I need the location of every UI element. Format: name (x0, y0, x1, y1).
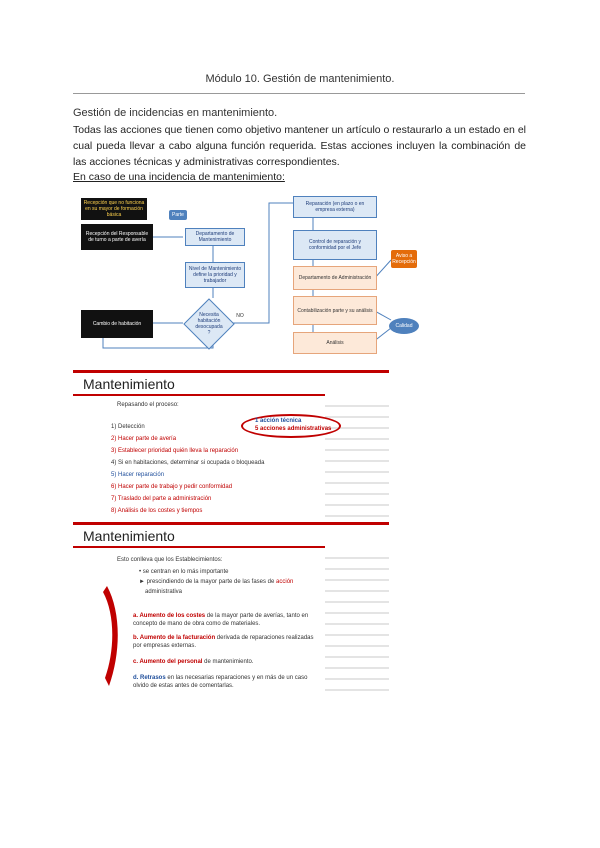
flow-administracion: Departamento de Administración (293, 266, 377, 290)
slide2-item-b (133, 634, 323, 650)
slide-mantenimiento-1 (73, 370, 389, 518)
slide2-bullet-2a: prescindiendo de la mayor parte de las fases de (146, 579, 277, 585)
flow-decision-text: Necesita habitación desocupada ? (195, 312, 223, 336)
slide1-ring-tecnica: 1 acción técnica (255, 418, 302, 424)
slide2-item-a (133, 612, 323, 628)
flow-reparacion: Reparación (en plazo o en empresa externa) (293, 196, 377, 218)
slide1-item-6: 6) Hacer parte de trabajo y pedir conformidad (111, 484, 233, 490)
section-subtitle: Gestión de incidencias en mantenimiento. (73, 107, 278, 119)
flow-contabilizacion: Contabilización parte y su análisis (293, 296, 377, 325)
slide2-underbar (73, 546, 325, 548)
flow-no-label: NO (236, 313, 244, 319)
slide2-red-arrow (103, 582, 125, 690)
slide2-item-d (133, 674, 323, 690)
slide2-topbar (73, 522, 389, 525)
slide2-stripes (325, 548, 389, 694)
header-divider (73, 93, 525, 94)
flow-black-top: Recepción que no funciona en su mayor de formación básica (81, 198, 147, 220)
slide2-bullet-1-text: se centran en lo más importante (142, 569, 229, 575)
slide2-item-c-rest: de mantenimiento. (202, 659, 254, 665)
slide-mantenimiento-2 (73, 522, 389, 694)
section-lead: En caso de una incidencia de mantenimiento: (73, 171, 285, 183)
slide1-item-8: 8) Análisis de los costes y tiempos (111, 508, 203, 514)
slide2-intro: Esto conlleva que los Establecimientos: (117, 557, 223, 563)
slide2-item-d-head: d. Retrasos (133, 675, 166, 681)
slide2-bullet-1: • se centran en lo más importante (139, 569, 229, 575)
slide2-item-b-head: b. Aumento de la facturación (133, 635, 216, 641)
slide2-bullet-2c: administrativa (145, 589, 183, 595)
slide1-item-1: 1) Detección (111, 424, 145, 430)
flow-diagram (73, 190, 533, 362)
slide1-item-3: 3) Establecer prioridad quién lleva la reparación (111, 448, 239, 454)
flow-calidad-cloud: Calidad (389, 318, 419, 334)
slide2-item-c-head: c. Aumento del personal (133, 659, 203, 665)
slide2-item-d-rest: en las necesarias reparaciones y en más de un caso olvido de estas antes de comentarlas. (133, 675, 308, 689)
slide1-topbar (73, 370, 389, 373)
flow-parte: Parte (169, 210, 187, 220)
flow-control: Control de reparación y conformidad por el Jefe (293, 230, 377, 260)
slide1-stripes (325, 396, 389, 518)
flow-black-reception: Recepción del Responsable de turno a parte de avería (81, 224, 153, 250)
slide2-title: Mantenimiento (83, 528, 175, 544)
slide1-intro: Repasando el proceso: (117, 402, 179, 408)
flow-nivel: Nivel de Mantenimiento define la prioridad y trabajador (185, 262, 245, 288)
slide1-ring-admin: 5 acciones administrativas (255, 426, 332, 432)
flow-dept-mantenimiento: Departamento de Mantenimiento (185, 228, 245, 246)
slide1-underbar (73, 394, 325, 396)
slide1-item-5: 5) Hacer reparación (111, 472, 165, 478)
slide1-item-2: 2) Hacer parte de avería (111, 436, 177, 442)
page-header-title: Módulo 10. Gestión de mantenimiento. (205, 73, 395, 85)
section-paragraph: Todas las acciones que tienen como objetivo mantener un artículo o restaurarlo a un estado en el cual pueda llevar a cabo alguna función requerida. Estas acciones incluyen la combinación de las acciones técnicas y administrativas correspondientes. (73, 124, 526, 168)
slide2-item-a-rest: de la mayor parte de averías, tanto en concepto de mano de obra como de materiales. (133, 613, 309, 627)
slide2-item-a-head: a. Aumento de los costes (133, 613, 206, 619)
slide1-item-7: 7) Traslado del parte a administración (111, 496, 212, 502)
slide1-title: Mantenimiento (83, 376, 175, 392)
flow-aviso-recepcion: Aviso a Recepción (391, 250, 417, 268)
slide2-item-c (133, 658, 323, 666)
slide2-bullet-2: ► prescindiendo de la mayor parte de las fases de acción (139, 579, 294, 585)
flow-cambio-habitacion: Cambio de habitación (81, 310, 153, 338)
slide2-bullet-2b: acción (276, 579, 294, 585)
slide1-item-4: 4) Si en habitaciones, determinar si ocupada o bloqueada (111, 460, 265, 466)
flow-analisis: Análisis (293, 332, 377, 354)
slide2-item-b-rest: derivada de reparaciones realizadas por empresas externas. (133, 635, 314, 649)
